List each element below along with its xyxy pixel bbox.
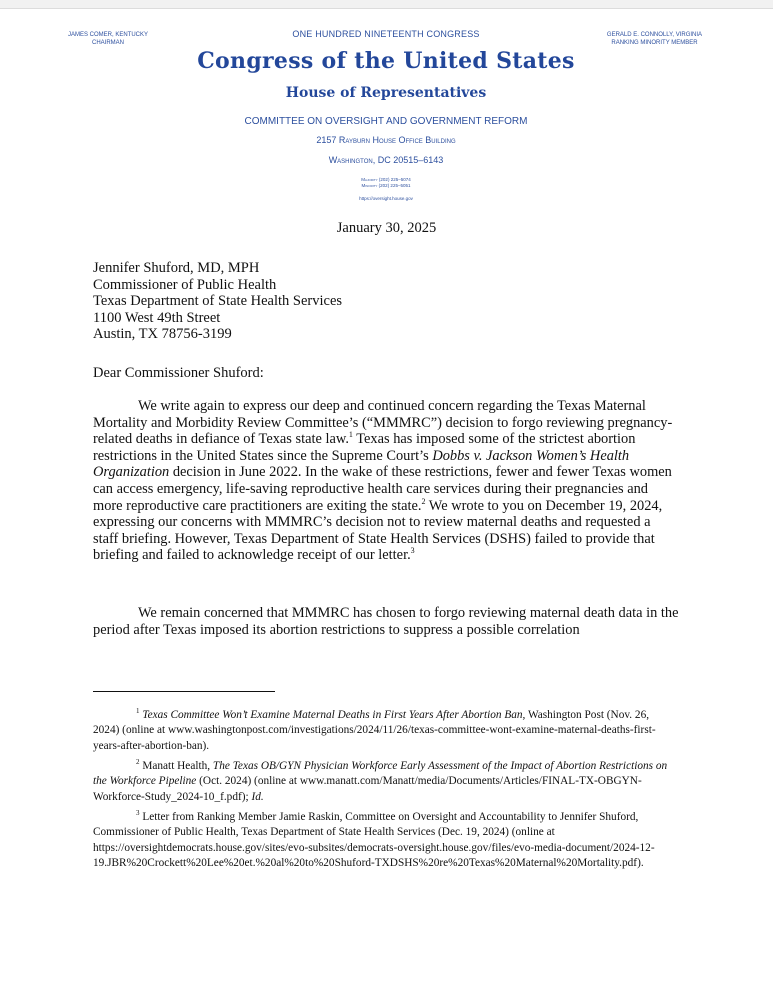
chairman-block (58, 31, 158, 47)
addressee-line: Austin, TX 78756-3199 (93, 326, 232, 342)
chairman-title: CHAIRMAN (91, 40, 124, 46)
letter-date: January 30, 2025 (336, 220, 437, 236)
footnote-ref-2: 2 (421, 496, 426, 506)
ranking-member-block (597, 31, 712, 47)
letter-page (0, 8, 773, 1001)
ranking-member-name: GERALD E. CONNOLLY, VIRGINIA (606, 32, 703, 38)
addressee-line: Texas Department of State Health Services (93, 293, 343, 309)
footnote-2-id: Id. (251, 790, 264, 803)
footnote-3 (93, 810, 678, 871)
p1-text-c: decision in June 2022. In the wake of these restrictions, fewer and fewer Texas women can access emergency, life-saving reproductive health care services during their pregnancies and more reproductive care practitioners are exiting the state. (93, 464, 672, 514)
footnote-1-number: 1 (136, 707, 140, 716)
congress-number: ONE HUNDRED NINETEENTH CONGRESS (292, 29, 480, 39)
footnote-1-title: Texas Committee Won’t Examine Maternal Deaths in First Years After Abortion Ban, (142, 709, 526, 721)
footnote-2-title: The Texas OB/GYN Physician Workforce Early Assessment of the Impact of Abortion Restrictions on the Workforce Pipeline (93, 760, 668, 788)
case-name: Dobbs v. Jackson Women’s Health Organization (93, 447, 630, 481)
p2-text: We remain concerned that MMMRC has chosen to forgo reviewing maternal death data in the period after Texas imposed its abortion restrictions to suppress a possible correlation (93, 605, 679, 638)
phone-block (186, 177, 586, 189)
footnote-3-text: Letter from Ranking Member Jamie Raskin, Committee on Oversight and Accountability to Jennifer Shuford, Commissioner of Public Health, Texas Department of State Health Services (Dec. 19, 2024) (online at https://oversightdemocrats.house.gov/sites/evo-subsites/democrats-oversight.house.gov/files/evo-media-document/2024-12-19.JBR%20Crockett%20Lee%20et.%20al%20to%20Shuford-TXDSHS%20re%20Texas%20Maternal%20Mortality.pdf). (93, 811, 655, 869)
footnote-3-number: 3 (136, 809, 140, 818)
office-city: Washington, DC 20515–6143 (328, 155, 444, 165)
house-title: House of Representatives (285, 85, 487, 101)
addressee-line: Jennifer Shuford, MD, MPH (93, 260, 260, 276)
addressee-block (93, 260, 342, 343)
footnote-2-number: 2 (136, 758, 140, 767)
congress-title: Congress of the United States (197, 48, 575, 74)
footnote-1 (93, 708, 678, 754)
footnote-ref-3: 3 (410, 546, 415, 556)
committee-name: COMMITTEE ON OVERSIGHT AND GOVERNMENT REFORM (244, 116, 528, 127)
footnote-ref-1: 1 (348, 430, 353, 440)
body-paragraph-2 (93, 605, 679, 638)
phone-minority: Minority (202) 225–5051 (361, 183, 411, 188)
footnote-divider (93, 691, 275, 692)
footnote-2 (93, 759, 678, 805)
addressee-line: 1100 West 49th Street (93, 309, 221, 326)
p1-text-a: We write again to express our deep and continued concern regarding the Texas Maternal Mortality and Morbidity Review Committee’s (“MMMRC”) decision to forgo reviewing pregnancy-related deaths in defiance of Texas state law. (93, 398, 673, 448)
p1-text-d: We wrote to you on December 19, 2024, expressing our concerns with MMMRC’s decision not to review maternal deaths and requested a staff briefing. However, Texas Department of State Health Services (DSHS) failed to provide that briefing and failed to acknowledge receipt of our letter. (93, 497, 663, 564)
footnote-1-text: Washington Post (Nov. 26, 2024) (online at www.washingtonpost.com/investigations/2024/11/26/texas-committee-wont-examine-maternal-deaths-first-years-after-abortion-ban). (93, 709, 656, 752)
addressee-line: Commissioner of Public Health (93, 276, 277, 293)
chairman-name: JAMES COMER, KENTUCKY (67, 32, 148, 38)
footnote-2-text: (Oct. 2024) (online at www.manatt.com/Manatt/media/Documents/Articles/FINAL-TX-OBGYN-Workforce-Study_2024-10_f.pdf); (93, 775, 642, 803)
committee-website: https://oversight.house.gov (359, 196, 413, 201)
body-paragraph-1 (93, 398, 679, 564)
footnote-2-author: Manatt Health, (142, 760, 213, 772)
p1-text-b: Texas has imposed some of the strictest abortion restrictions in the United States since the Supreme Court’s (93, 431, 636, 464)
salutation: Dear Commissioner Shuford: (93, 365, 264, 381)
office-building: 2157 Rayburn House Office Building (316, 135, 456, 145)
phone-majority: Majority (202) 225–5074 (361, 177, 411, 182)
ranking-member-title: RANKING MINORITY MEMBER (611, 40, 698, 46)
